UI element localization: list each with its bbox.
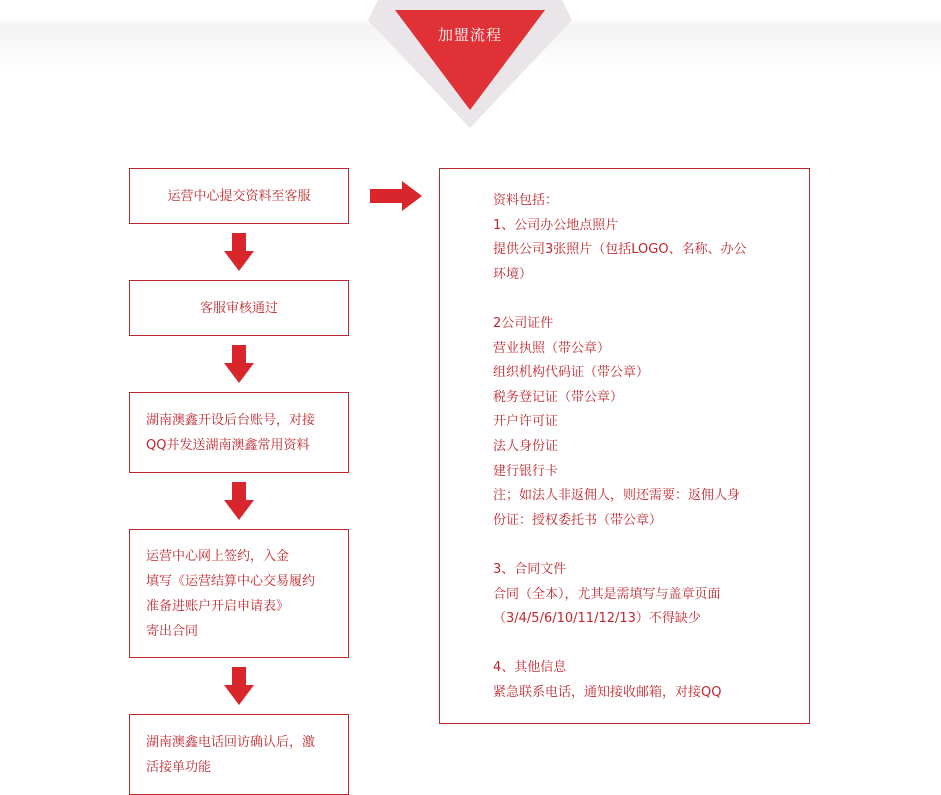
step-text: 活接单功能 [146,759,212,775]
materials-line: 营业执照（带公章） [493,340,611,356]
step-text: 准备进账户开启申请表》 [146,598,290,614]
materials-line: 份证：授权委托书（带公章） [493,512,663,528]
step-text: 客服审核通过 [199,300,278,316]
arrow-down-icon [224,345,254,383]
arrow-right-icon [370,181,422,211]
step-text: 湖南澳鑫开设后台账号，对接 [146,412,316,428]
materials-line: 资料包括： [493,193,559,208]
step-phone-confirm [129,714,349,795]
banner-title: 加盟流程 [437,26,502,44]
materials-line: （3/4/5/6/10/11/12/13）不得缺少 [493,611,701,627]
step-open-account [129,392,349,473]
materials-line [493,287,799,312]
materials-line: 开户许可证 [493,414,559,430]
step-text: 填写《运营结算中心交易履约 [146,573,316,589]
materials-line: 紧急联系电话，通知接收邮箱，对接QQ [493,684,722,700]
materials-box [439,168,810,724]
step-text: 运营中心提交资料至客服 [167,188,311,204]
step-text: 湖南澳鑫电话回访确认后，激 [146,734,316,750]
materials-line: 1、公司办公地点照片 [493,217,619,233]
step-text: 运营中心网上签约，入金 [146,548,290,564]
step-text: QQ并发送湖南澳鑫常用资料 [146,437,310,453]
materials-line: 建行银行卡 [493,463,559,479]
materials-line: 法人身份证 [493,438,559,454]
materials-line: 合同（全本），尤其是需填写与盖章页面 [493,586,721,602]
materials-line: 税务登记证（带公章） [493,389,624,405]
materials-line: 组织机构代码证（带公章） [493,365,650,381]
materials-line: 注；如法人非返佣人，则还需要：返佣人身 [493,488,741,504]
materials-line [493,632,799,657]
step-submit-materials [129,168,349,224]
materials-line: 2公司证件 [493,315,554,331]
materials-line: 4、其他信息 [493,660,567,676]
materials-line: 3、合同文件 [493,561,567,577]
banner-triangle [365,0,575,130]
step-text: 寄出合同 [146,623,199,639]
arrow-down-icon [224,482,254,520]
arrow-down-icon [224,667,254,705]
arrow-down-icon [224,233,254,271]
materials-line: 提供公司3张照片（包括LOGO、名称、办公 [493,242,747,258]
step-online-signing [129,529,349,658]
step-review-approved [129,280,349,336]
materials-line: 环境） [493,266,533,282]
materials-line [493,533,799,558]
